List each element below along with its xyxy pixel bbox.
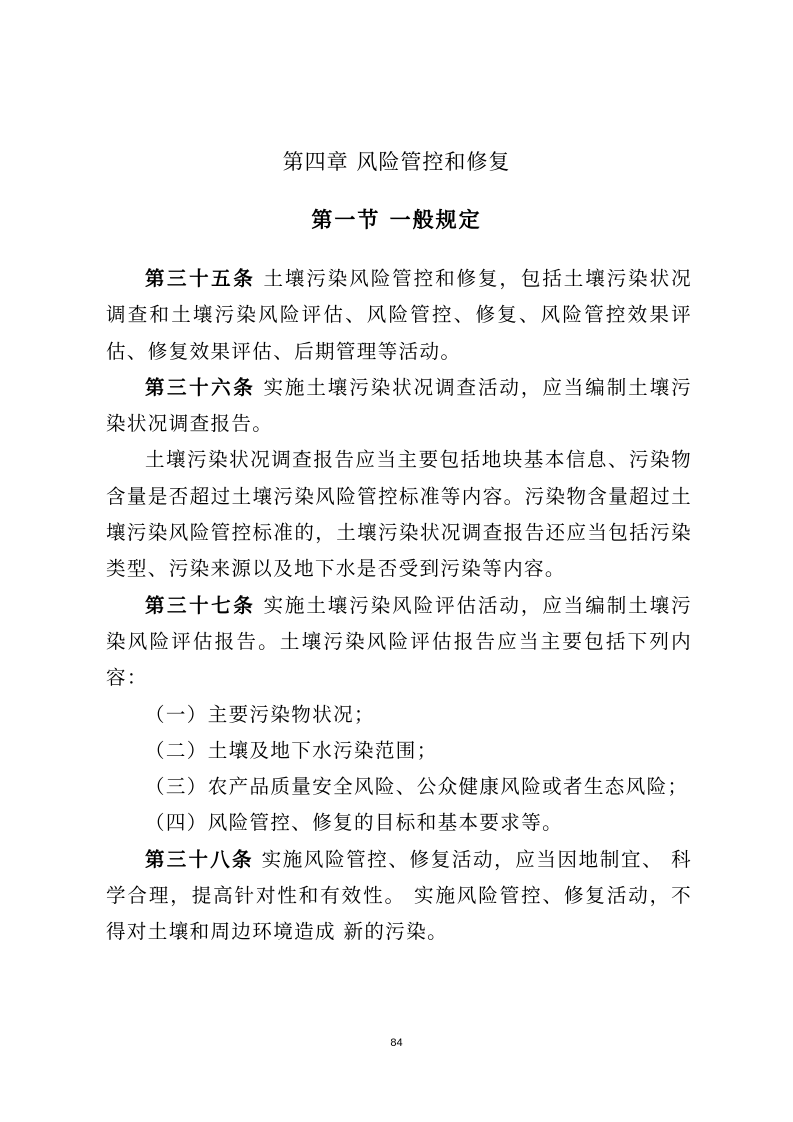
article-text: 实施土壤污染风险评估活动，应当编制土壤污染风险评估报告。土壤污染风险评估报告应当主要包括下列内容： [106,593,692,690]
article-38 [106,842,692,951]
article-37 [106,588,692,697]
article-36-paragraph-2 [106,442,692,587]
list-item: （四）风险管控、修复的目标和基本要求等。 [145,811,564,835]
document-body [106,261,692,951]
list-item: （一）主要污染物状况； [145,702,375,726]
article-label: 第三十六条 [145,375,256,399]
article-text: 土壤污染状况调查报告应当主要包括地块基本信息、污染物含量是否超过土壤污染风险管控标准等内容。污染物含量超过土壤污染风险管控标准的，土壤污染状况调查报告还应当包括污染类型、污染来源以及地下水是否受到污染等内容。 [106,448,692,581]
article-text: 土壤污染风险管控和修复，包括土壤污染状况调查和土壤污染风险评估、风险管控、修复、风险管控效果评估、修复效果评估、后期管理等活动。 [106,267,692,363]
article-36 [106,370,692,443]
article-text: 实施土壤污染状况调查活动，应当编制土壤污染状况调查报告。 [106,375,692,436]
list-item: （二）土壤及地下水污染范围； [145,738,438,762]
article-text: 实施风险管控、修复活动，应当因地制宜、 科学合理，提高针对性和有效性。 实施风险管控、修复活动，不得对土壤和周边环境造成 新的污染。 [106,847,692,944]
chapter-title: 第四章 风险管控和修复 [282,150,511,174]
section-title: 第一节 一般规定 [311,208,482,232]
article-35 [106,261,692,370]
article-label: 第三十八条 [145,847,254,871]
article-label: 第三十五条 [145,267,256,290]
list-item: （三）农产品质量安全风险、公众健康风险或者生态风险； [145,775,689,799]
page-number: 84 [390,1037,403,1049]
article-label: 第三十七条 [145,593,256,617]
